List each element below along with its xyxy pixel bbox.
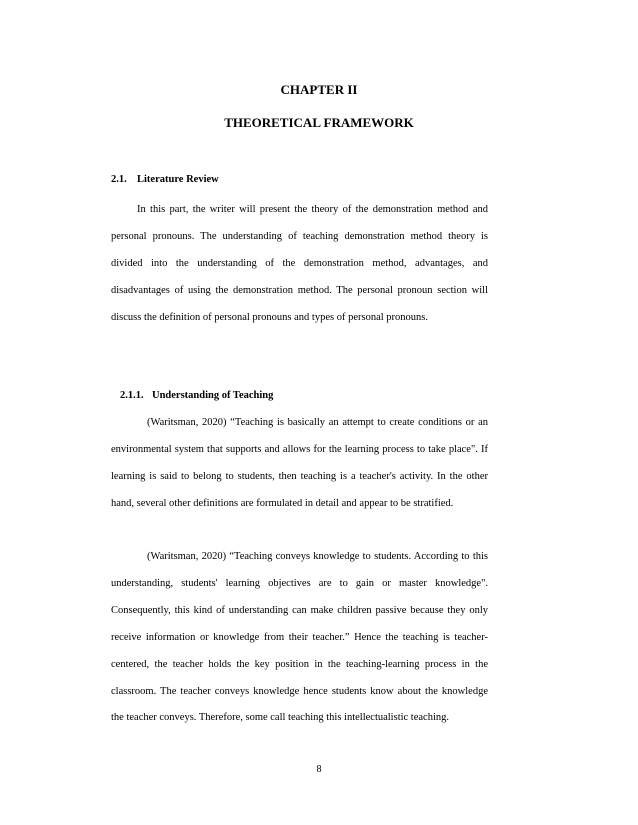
subsection-number: 2.1.1.	[120, 390, 144, 401]
section-title: Literature Review	[137, 174, 219, 185]
chapter-label: CHAPTER II	[280, 82, 358, 97]
subsection-title: Understanding of Teaching	[152, 390, 274, 401]
page-number: 8	[316, 764, 322, 775]
section-number: 2.1.	[111, 174, 127, 185]
teaching-paragraph-1: (Waritsman, 2020) “Teaching is basically an attempt to create conditions or an environmental system that supports and allows for the learning process to take place". If learning is said to belong to students, then teaching is a teacher's activity. In the other hand, several other definitions are formulated in detail and appear to be stratified.	[111, 417, 488, 509]
literature-review-paragraph: In this part, the writer will present the theory of the demonstration method and personal pronouns. The understanding of teaching demonstration method theory is divided into the understanding of the demonstration method, advantages, and disadvantages of using the demonstration method. The personal pronoun section will discuss the definition of personal pronouns and types of personal pronouns.	[111, 204, 488, 323]
teaching-paragraph-2: (Waritsman, 2020) “Teaching conveys knowledge to students. According to this understanding, students' learning objectives are to gain or master knowledge". Consequently, this kind of understanding can make children passive because they only receive information or knowledge from their teacher.” Hence the teaching is teacher-centered, the teacher holds the key position in the teaching-learning process in the classroom. The teacher conveys knowledge hence students know about the knowledge the teacher conveys. Therefore, some call teaching this intellectualistic teaching.	[111, 551, 488, 724]
section-heading-literature-review	[111, 174, 219, 185]
subsection-heading-understanding-of-teaching	[120, 390, 273, 401]
chapter-title: THEORETICAL FRAMEWORK	[224, 115, 414, 130]
